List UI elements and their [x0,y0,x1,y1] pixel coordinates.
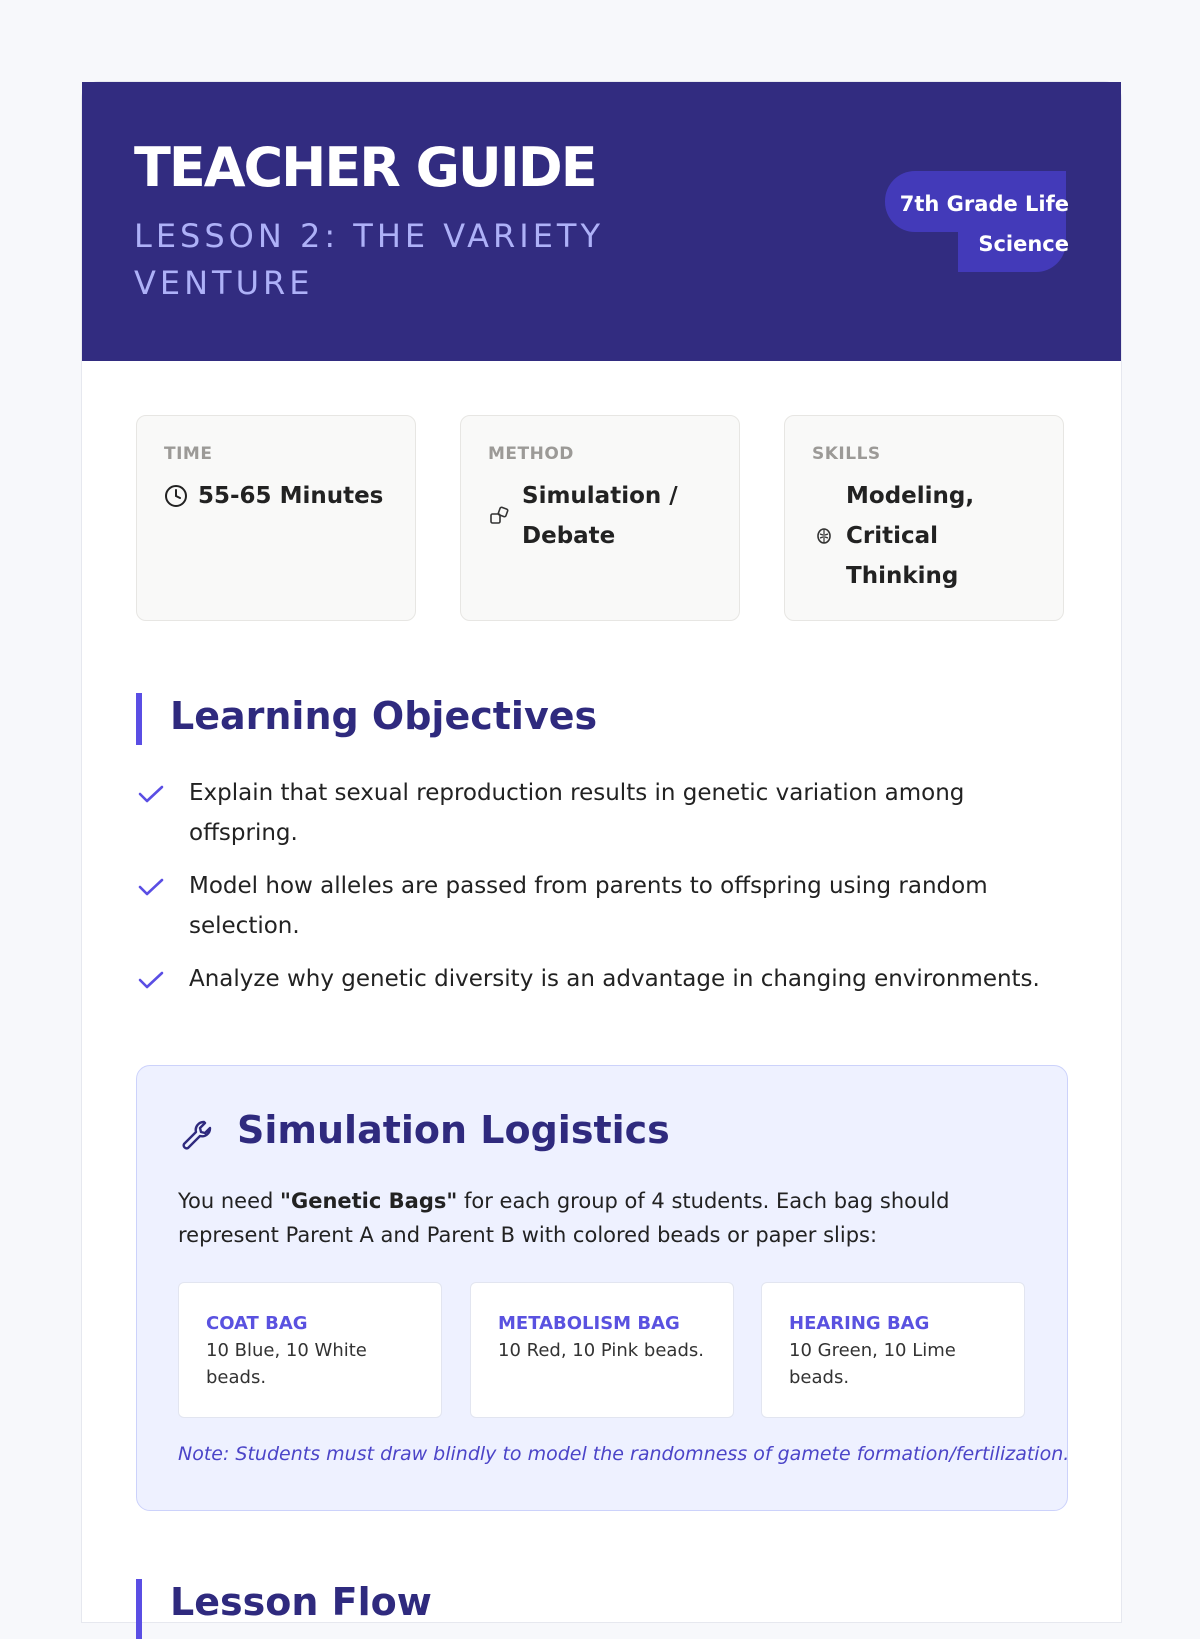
section-accent-bar [136,693,142,745]
objective-item [137,959,1067,999]
bag-name: METABOLISM BAG [498,1313,680,1334]
header-banner [82,82,1121,361]
bag-name: HEARING BAG [789,1313,930,1334]
meta-label: SKILLS [812,444,881,464]
check-icon [137,965,165,993]
objective-text: Explain that sexual reproduction results in genetic variation among offspring. [189,780,965,846]
grade-badge [885,171,1069,272]
section-accent-bar [136,1579,142,1639]
meta-value: Modeling, Critical Thinking [846,483,975,589]
objective-item [137,773,1067,853]
check-icon [137,872,165,900]
logistics-heading: Simulation Logistics [237,1108,670,1152]
clock-icon [164,484,188,508]
meta-card-skills [784,415,1064,621]
meta-label: METHOD [488,444,574,464]
guide-card [81,81,1122,1623]
objectives-heading: Learning Objectives [170,694,598,738]
meta-label: TIME [164,444,213,464]
dice-icon [488,504,512,528]
logistics-note: Note: Students must draw blindly to model the randomness of gamete formation/fertilization. [178,1443,1070,1465]
objective-text: Model how alleles are passed from parents to offspring using random selection. [189,873,988,939]
meta-card-method [460,415,740,621]
brain-icon [812,524,836,548]
page-title: TEACHER GUIDE [134,136,596,199]
wrench-icon [178,1116,218,1156]
lesson-flow-heading: Lesson Flow [170,1580,432,1624]
simulation-logistics-panel [136,1065,1068,1511]
objective-item [137,866,1067,946]
lesson-subtitle: LESSON 2: THE VARIETY VENTURE [134,217,604,302]
bag-card-coat [178,1282,442,1418]
logistics-intro: You need "Genetic Bags" for each group of 4 students. Each bag should represent Parent A and Parent B with colored beads or paper slips: [178,1189,950,1247]
meta-value: 55-65 Minutes [198,483,384,509]
bag-description: 10 Green, 10 Lime beads. [789,1340,956,1388]
bag-description: 10 Red, 10 Pink beads. [498,1340,704,1361]
genetic-bags-term: "Genetic Bags" [280,1189,458,1213]
meta-value: Simulation / Debate [522,483,678,549]
bag-name: COAT BAG [206,1313,308,1334]
bag-card-hearing [761,1282,1025,1418]
objective-text: Analyze why genetic diversity is an advantage in changing environments. [189,966,1040,992]
grade-badge-label: 7th Grade Life Science [899,192,1069,256]
bag-description: 10 Blue, 10 White beads. [206,1340,367,1388]
bag-card-metabolism [470,1282,734,1418]
check-icon [137,779,165,807]
meta-card-time [136,415,416,621]
